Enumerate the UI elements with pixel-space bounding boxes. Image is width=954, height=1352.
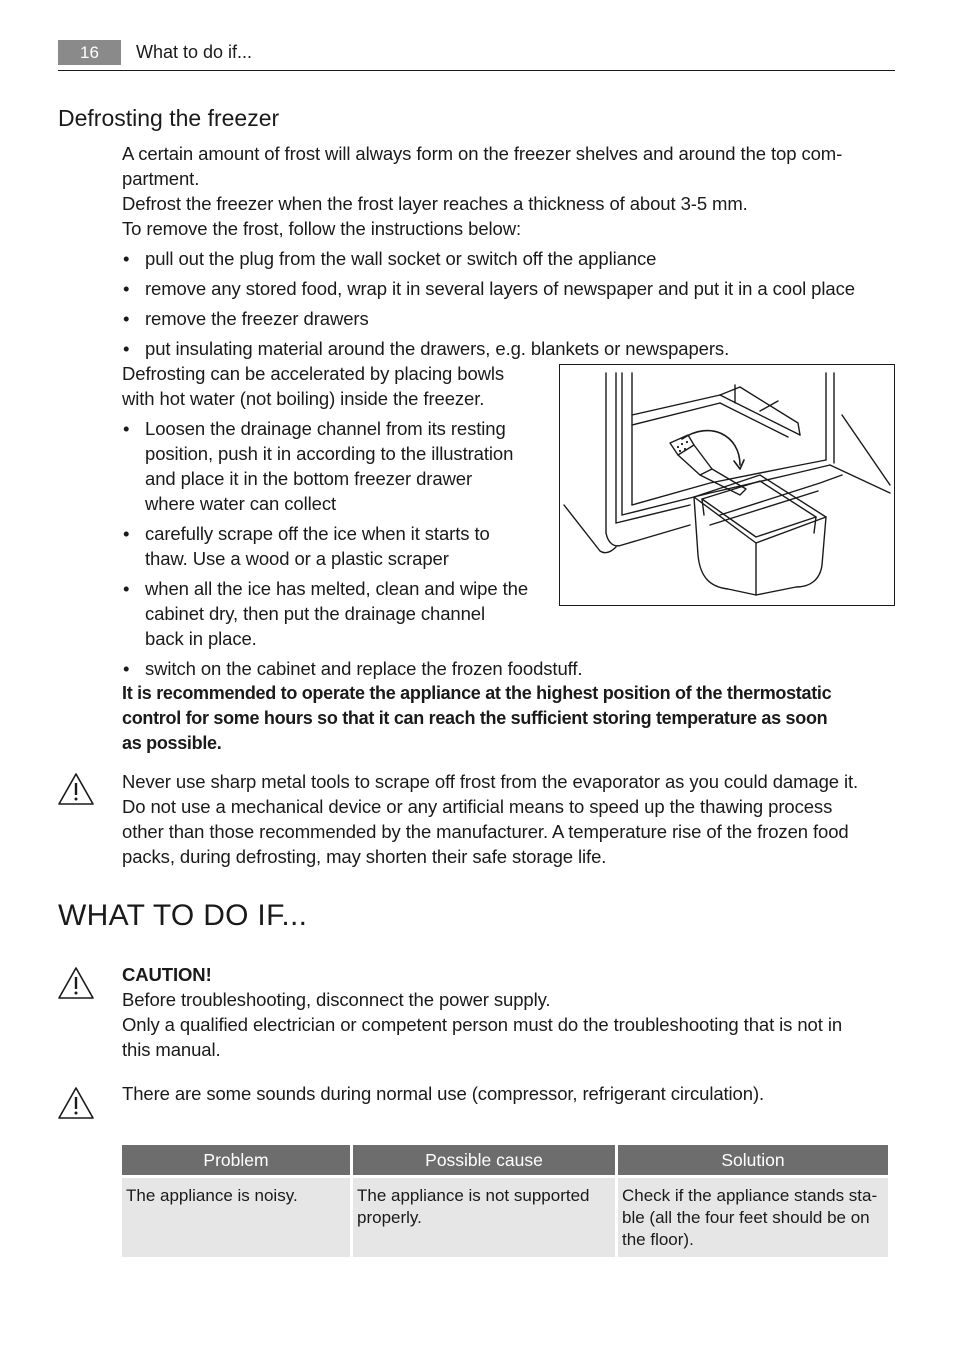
- cell-line: the floor).: [622, 1230, 694, 1249]
- freezer-drain-illustration: [559, 364, 895, 606]
- bullet-line: position, push it in according to the illustration: [145, 443, 514, 464]
- list-item: [123, 336, 903, 361]
- table-row: [122, 1178, 888, 1257]
- bullet-text: remove the freezer drawers: [145, 308, 369, 329]
- recommend-line: as possible.: [122, 733, 222, 753]
- intro-line: Defrost the freezer when the frost layer reaches a thickness of about 3-5 mm.: [122, 193, 748, 214]
- bullet-text: switch on the cabinet and replace the frozen foodstuff.: [145, 658, 583, 679]
- accelerate-text: [122, 361, 552, 411]
- caution-block: [122, 962, 902, 1062]
- bullet-dot: •: [123, 278, 130, 299]
- caution-line: Before troubleshooting, disconnect the power supply.: [122, 989, 551, 1010]
- bullet-dot: •: [123, 338, 130, 359]
- cell-line: The appliance is noisy.: [126, 1186, 298, 1205]
- intro-line: A certain amount of frost will always form on the freezer shelves and around the top com-: [122, 143, 843, 164]
- caution-title: CAUTION!: [122, 964, 212, 985]
- cell-line: properly.: [357, 1208, 422, 1227]
- warning-line: other than those recommended by the manufacturer. A temperature rise of the frozen food: [122, 821, 849, 842]
- bullet-line: Loosen the drainage channel from its resting: [145, 418, 506, 439]
- defrost-heading: Defrosting the freezer: [58, 105, 280, 131]
- bullet-dot: •: [123, 523, 130, 544]
- header-rule: [58, 70, 895, 71]
- table-header-row: [122, 1145, 888, 1175]
- column-header-solution: Solution: [618, 1145, 888, 1175]
- bullet-text: pull out the plug from the wall socket or switch off the appliance: [145, 248, 657, 269]
- running-title: What to do if...: [136, 42, 253, 62]
- troubleshooting-table: [119, 1145, 891, 1257]
- warning-triangle-icon: [57, 966, 95, 1000]
- section-heading: WHAT TO DO IF...: [58, 899, 308, 932]
- intro-line: To remove the frost, follow the instructions below:: [122, 218, 522, 239]
- recommendation-text: [122, 681, 902, 756]
- sounds-note: There are some sounds during normal use (compressor, refrigerant circulation).: [122, 1083, 765, 1104]
- defrost-intro: [122, 141, 902, 241]
- warning-line: Never use sharp metal tools to scrape off frost from the evaporator as you could damage it.: [122, 771, 859, 792]
- column-header-cause: Possible cause: [353, 1145, 615, 1175]
- bullet-line: where water can collect: [145, 493, 337, 514]
- recommend-line: control for some hours so that it can reach the sufficient storing temperature as soon: [122, 708, 828, 728]
- warning-triangle-icon: [57, 772, 95, 806]
- cell-cause: [353, 1178, 615, 1257]
- list-item: [123, 416, 553, 516]
- list-item: [123, 306, 903, 331]
- bullet-dot: •: [123, 418, 130, 439]
- bullet-line: cabinet dry, then put the drainage channel: [145, 603, 486, 624]
- cell-line: ble (all the four feet should be on: [622, 1208, 870, 1227]
- bullet-text: [145, 521, 490, 571]
- bullet-line: and place it in the bottom freezer drawer: [145, 468, 473, 489]
- warning-line: Do not use a mechanical device or any artificial means to speed up the thawing process: [122, 796, 833, 817]
- page-number: 16: [58, 40, 121, 65]
- defrost-warning-text: [122, 769, 912, 869]
- list-item: [123, 576, 553, 651]
- warning-line: packs, during defrosting, may shorten their safe storage life.: [122, 846, 607, 867]
- column-header-problem: Problem: [122, 1145, 350, 1175]
- bullet-text: [145, 416, 513, 516]
- bullet-dot: •: [123, 658, 130, 679]
- bullet-dot: •: [123, 578, 130, 599]
- bullet-text: put insulating material around the drawers, e.g. blankets or newspapers.: [145, 338, 730, 359]
- recommend-line: It is recommended to operate the appliance at the highest position of the thermostatic: [122, 683, 832, 703]
- bullet-dot: •: [123, 248, 130, 269]
- freezer-illustration-svg: [560, 365, 894, 605]
- bullet-text: remove any stored food, wrap it in several layers of newspaper and put it in a cool place: [145, 278, 855, 299]
- caution-line: this manual.: [122, 1039, 221, 1060]
- list-item: [123, 521, 553, 571]
- accelerate-line: Defrosting can be accelerated by placing bowls: [122, 363, 505, 384]
- bullet-text: [145, 576, 528, 651]
- warning-triangle-icon: [57, 1086, 95, 1120]
- list-item: [123, 276, 903, 301]
- cell-line: Check if the appliance stands sta-: [622, 1186, 878, 1205]
- bullet-line: carefully scrape off the ice when it starts to: [145, 523, 490, 544]
- bullet-dot: •: [123, 308, 130, 329]
- list-item: [123, 656, 903, 681]
- bullet-line: when all the ice has melted, clean and wipe the: [145, 578, 529, 599]
- cell-line: The appliance is not supported: [357, 1186, 590, 1205]
- caution-line: Only a qualified electrician or competent person must do the troubleshooting that is not in: [122, 1014, 843, 1035]
- cell-problem: [122, 1178, 350, 1257]
- cell-solution: [618, 1178, 888, 1257]
- intro-line: partment.: [122, 168, 200, 189]
- bullet-line: thaw. Use a wood or a plastic scraper: [145, 548, 449, 569]
- bullet-line: back in place.: [145, 628, 257, 649]
- accelerate-line: with hot water (not boiling) inside the freezer.: [122, 388, 485, 409]
- list-item: [123, 246, 903, 271]
